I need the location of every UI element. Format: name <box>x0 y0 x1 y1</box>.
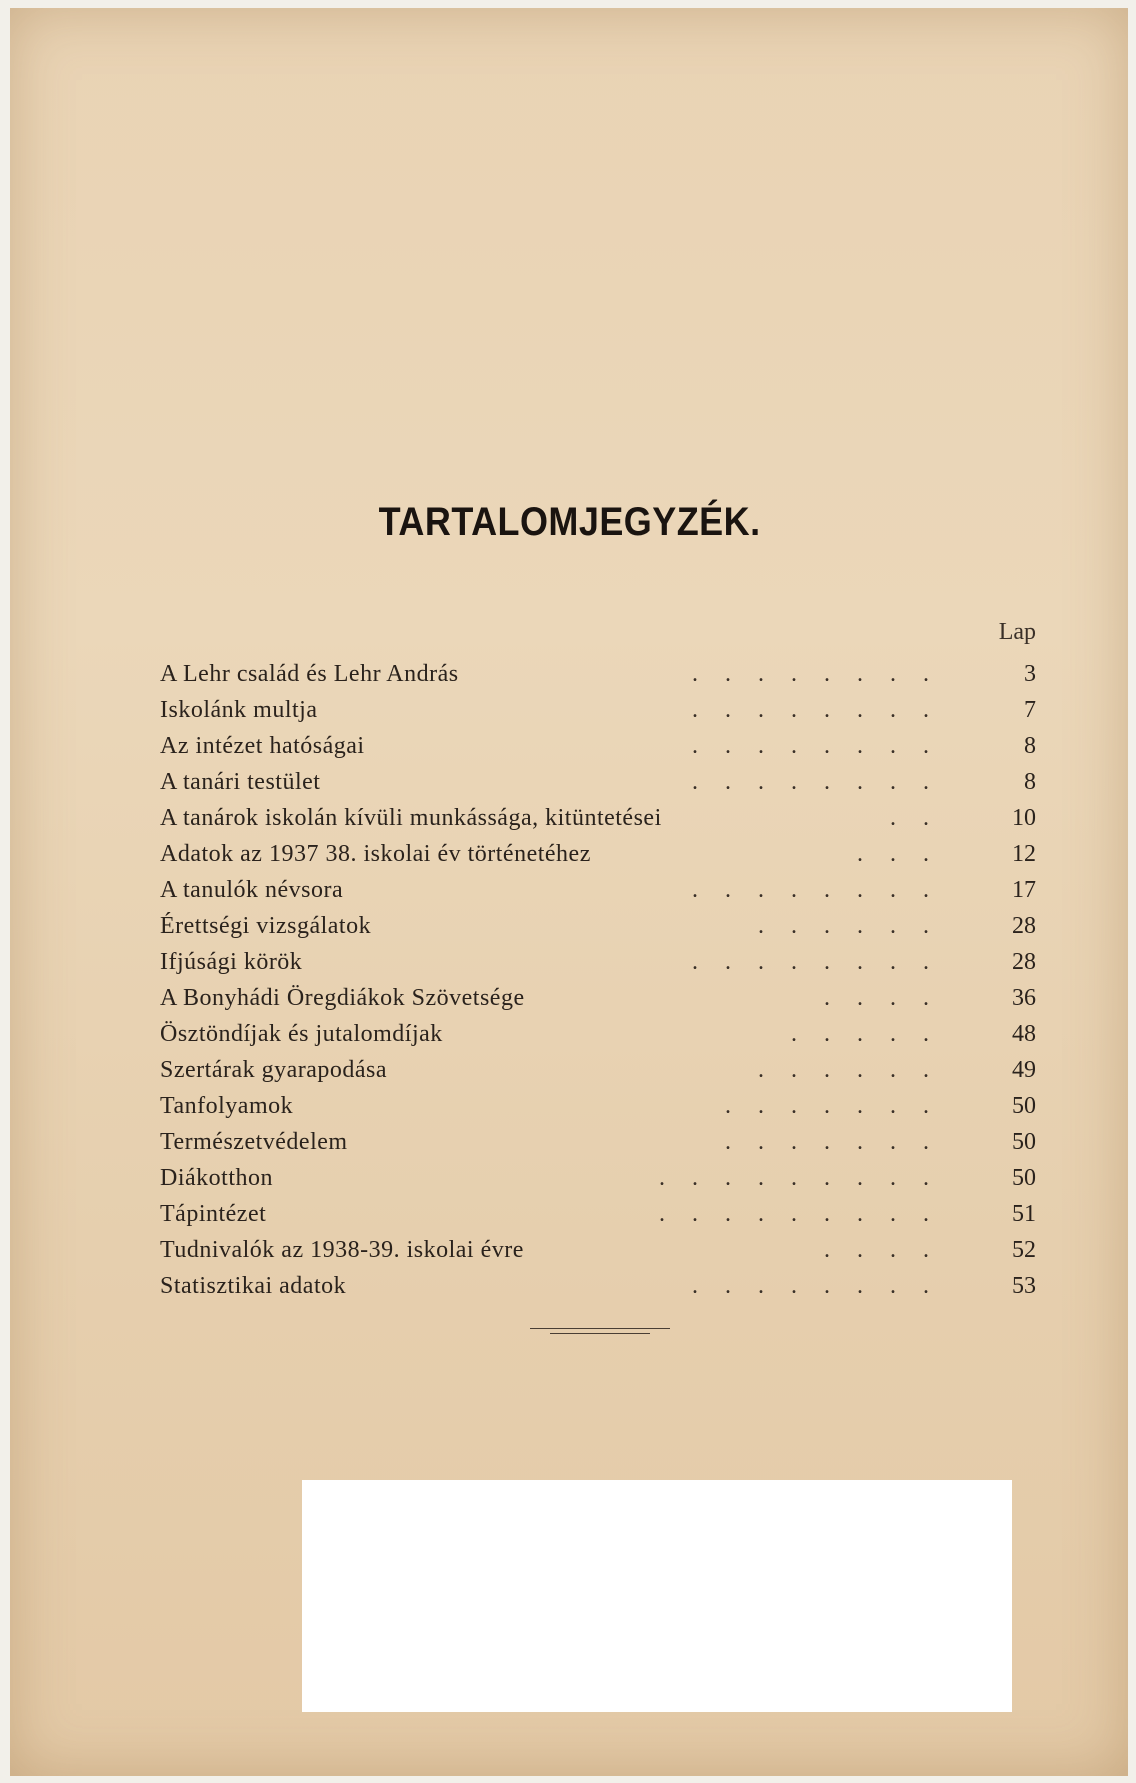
toc-entry-label: Ösztöndíjak és jutalomdíjak <box>160 1021 443 1047</box>
toc-entry <box>160 1196 1036 1232</box>
decorative-divider <box>530 1328 670 1334</box>
toc-entry-label: Ifjúsági körök <box>160 949 303 975</box>
toc-entry-label: Tudnivalók az 1938-39. iskolai évre <box>160 1237 524 1263</box>
toc-entry <box>160 836 1036 872</box>
toc-entry <box>160 980 1036 1016</box>
toc-entry-page: 48 <box>1012 1021 1036 1047</box>
toc-entry-page: 52 <box>1012 1237 1036 1263</box>
toc-entry-label: A tanulók névsora <box>160 877 344 903</box>
leader-dots: ........ <box>692 661 956 687</box>
toc-entry-page: 50 <box>1012 1129 1036 1155</box>
toc-entry-page: 36 <box>1012 985 1036 1011</box>
toc-entry-label: Diákotthon <box>160 1165 273 1191</box>
toc-entry-label: Statisztikai adatok <box>160 1273 347 1299</box>
toc-entry-page: 8 <box>1024 733 1036 759</box>
blank-redaction-box <box>302 1480 1012 1712</box>
leader-dots: ..... <box>791 1021 956 1047</box>
toc-entry-label: Az intézet hatóságai <box>160 733 365 759</box>
toc-entry-page: 12 <box>1012 841 1036 867</box>
toc-entry-label: Tanfolyamok <box>160 1093 294 1119</box>
toc-entry-label: A Lehr család és Lehr András <box>160 661 459 687</box>
leader-dots: .. <box>890 805 956 831</box>
toc-entry <box>160 1052 1036 1088</box>
page-title: TARTALOMJEGYZÉK. <box>378 500 761 544</box>
toc-entry-label: A tanárok iskolán kívüli munkássága, kitüntetései <box>160 805 662 831</box>
toc-entry-page: 10 <box>1012 805 1036 831</box>
toc-entry-page: 49 <box>1012 1057 1036 1083</box>
toc-entry <box>160 1160 1036 1196</box>
toc-entry-page: 28 <box>1012 949 1036 975</box>
toc-entry <box>160 1088 1036 1124</box>
page-column-header: Lap <box>998 619 1036 645</box>
toc-entry-label: Szertárak gyarapodása <box>160 1057 388 1083</box>
leader-dots: ....... <box>725 1129 956 1155</box>
leader-dots: ... <box>857 841 956 867</box>
leader-dots: ........ <box>692 697 956 723</box>
leader-dots: ...... <box>758 1057 956 1083</box>
toc-entry-page: 50 <box>1012 1093 1036 1119</box>
toc-entry-label: Iskolánk multja <box>160 697 318 723</box>
toc-entry <box>160 1016 1036 1052</box>
toc-entry-label: Adatok az 1937 38. iskolai év történetéhez <box>160 841 591 867</box>
toc-entry <box>160 944 1036 980</box>
toc-entry-label: A Bonyhádi Öregdiákok Szövetsége <box>160 985 525 1011</box>
toc-entry-page: 28 <box>1012 913 1036 939</box>
divider-line <box>550 1333 650 1334</box>
leader-dots: ........ <box>692 769 956 795</box>
toc-entry-page: 7 <box>1024 697 1036 723</box>
toc-entry-page: 53 <box>1012 1273 1036 1299</box>
leader-dots: .... <box>824 1237 956 1263</box>
toc-entry-label: Tápintézet <box>160 1201 267 1227</box>
toc-entry <box>160 1124 1036 1160</box>
divider-line <box>530 1328 670 1329</box>
leader-dots: .... <box>824 985 956 1011</box>
toc-entry-label: A tanári testület <box>160 769 321 795</box>
leader-dots: ........ <box>692 733 956 759</box>
toc-entry <box>160 764 1036 800</box>
table-of-contents <box>160 656 1036 1304</box>
toc-entry-label: Természetvédelem <box>160 1129 348 1155</box>
leader-dots: ......... <box>659 1165 956 1191</box>
toc-entry <box>160 908 1036 944</box>
toc-entry <box>160 800 1036 836</box>
toc-entry <box>160 872 1036 908</box>
toc-entry <box>160 1232 1036 1268</box>
toc-entry <box>160 656 1036 692</box>
leader-dots: ........ <box>692 877 956 903</box>
toc-entry-page: 17 <box>1012 877 1036 903</box>
toc-entry <box>160 728 1036 764</box>
leader-dots: ....... <box>725 1093 956 1119</box>
leader-dots: ........ <box>692 949 956 975</box>
toc-entry-page: 3 <box>1024 661 1036 687</box>
toc-entry-page: 8 <box>1024 769 1036 795</box>
toc-entry-label: Érettségi vizsgálatok <box>160 913 372 939</box>
toc-entry <box>160 1268 1036 1304</box>
toc-entry-page: 50 <box>1012 1165 1036 1191</box>
document-page <box>10 8 1128 1776</box>
leader-dots: ........ <box>692 1273 956 1299</box>
toc-entry-page: 51 <box>1012 1201 1036 1227</box>
toc-entry <box>160 692 1036 728</box>
leader-dots: ...... <box>758 913 956 939</box>
leader-dots: ......... <box>659 1201 956 1227</box>
